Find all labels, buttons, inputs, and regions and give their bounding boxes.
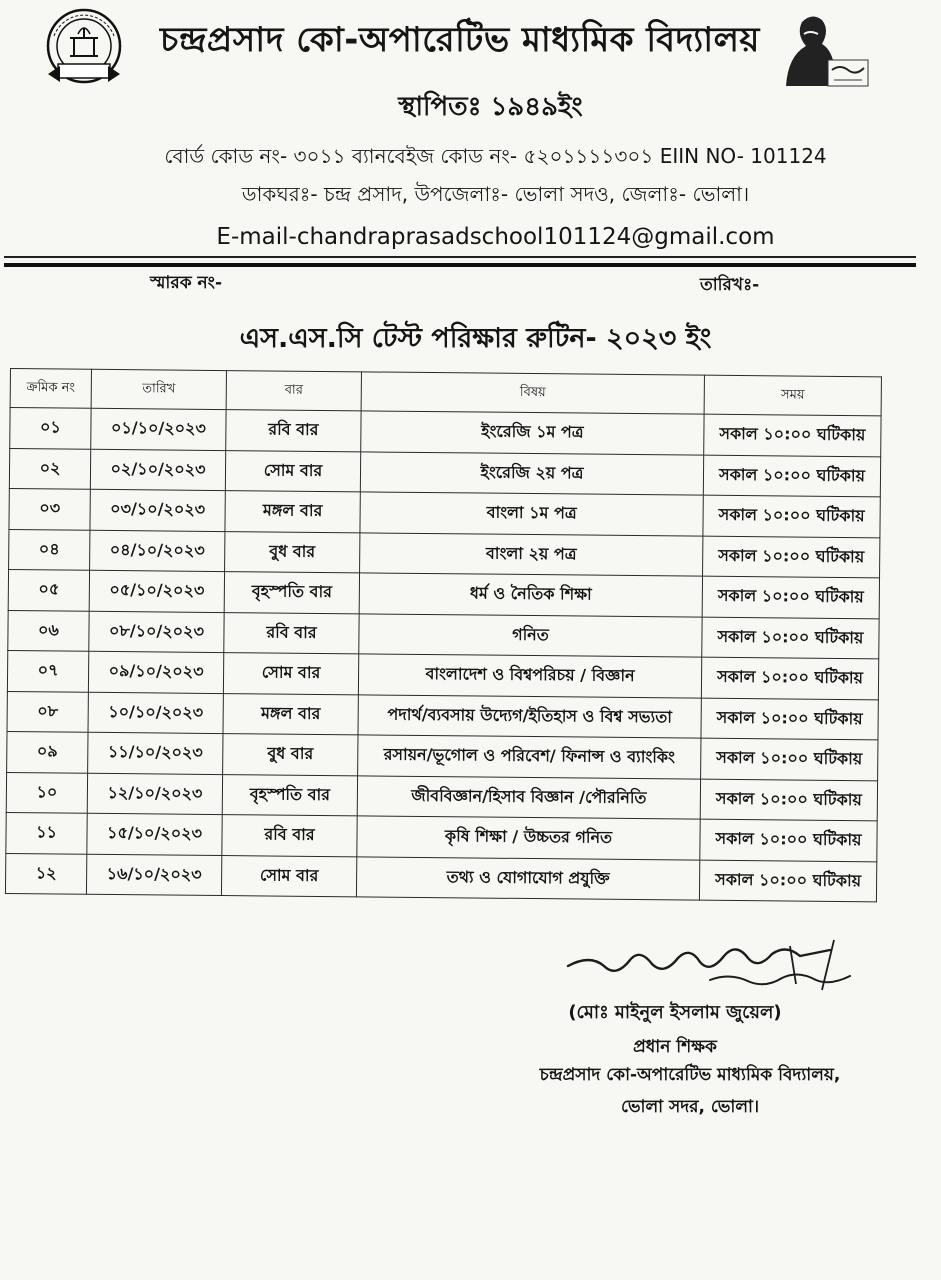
cell-serial: ০৯ — [7, 731, 88, 772]
cell-serial: ১১ — [6, 812, 87, 853]
cell-subject: গনিত — [359, 613, 702, 657]
cell-serial: ০৭ — [7, 650, 88, 691]
cell-date: ১২/১০/২০২৩ — [87, 773, 222, 815]
cell-subject: বাংলা ২য় পত্র — [360, 532, 703, 576]
routine-title: এস.এস.সি টেস্ট পরিক্ষার রুটিন- ২০২৩ ইং — [239, 323, 712, 354]
signatory-name: (মোঃ মাইনুল ইসলাম জুয়েল) — [568, 1002, 782, 1023]
cell-day: মঙ্গল বার — [225, 491, 360, 533]
column-header-date: তারিখ — [91, 369, 226, 409]
cell-subject: বাংলা ১ম পত্র — [360, 492, 703, 536]
cell-time: সকাল ১০:০০ ঘটিকায় — [701, 738, 878, 780]
address-line: ডাকঘরঃ- চন্দ্র প্রসাদ, উপজেলাঃ- ভোলা সদও, জেলাঃ- ভোলা। — [241, 182, 750, 206]
portrait-icon — [778, 12, 878, 92]
cell-subject: তথ্য ও যোগাযোগ প্রযুক্তি — [356, 856, 699, 900]
cell-day: সোম বার — [223, 653, 358, 695]
table-row — [5, 853, 876, 902]
memo-label: স্মারক নং- — [150, 273, 223, 293]
cell-subject: ইংরেজি ২য় পত্র — [360, 451, 703, 495]
cell-day: বুধ বার — [223, 734, 358, 776]
cell-time: সকাল ১০:০০ ঘটিকায় — [699, 860, 876, 902]
column-header-subject: বিষয় — [361, 372, 704, 414]
established-year: স্থাপিতঃ ১৯৪৯ইং — [398, 92, 583, 122]
cell-serial: ০৪ — [9, 529, 90, 570]
cell-serial: ০৬ — [8, 610, 89, 651]
cell-day: মঙ্গল বার — [223, 693, 358, 735]
routine-table — [5, 368, 882, 902]
column-header-day: বার — [226, 371, 361, 411]
cell-time: সকাল ১০:০০ ঘটিকায় — [700, 779, 877, 821]
date-label: তারিখঃ- — [700, 275, 760, 295]
cell-time: সকাল ১০:০০ ঘটিকায় — [703, 495, 880, 537]
cell-date: ০৯/১০/২০২৩ — [88, 651, 223, 693]
cell-date: ১০/১০/২০২৩ — [88, 692, 223, 734]
handwritten-signature — [560, 936, 890, 996]
cell-date: ০৪/১০/২০২৩ — [90, 530, 225, 572]
signatory-role: প্রধান শিক্ষক — [633, 1037, 717, 1057]
email-line: E-mail-chandraprasadschool101124@gmail.com — [216, 224, 775, 250]
cell-day: সোম বার — [221, 855, 356, 897]
cell-subject: কৃষি শিক্ষা / উচ্চতর গনিত — [357, 816, 700, 860]
header-divider-thick — [4, 263, 916, 267]
cell-day: বৃহস্পতি বার — [224, 572, 359, 614]
cell-serial: ০৩ — [9, 488, 90, 529]
cell-subject: বাংলাদেশ ও বিশ্বপরিচয় / বিজ্ঞান — [358, 654, 701, 698]
cell-subject: জীববিজ্ঞান/হিসাব বিজ্ঞান /পৌরনিতি — [357, 775, 700, 819]
cell-time: সকাল ১০:০০ ঘটিকায় — [703, 455, 880, 497]
cell-subject: পদার্থ/ব্যবসায় উদ্যেগ/ইতিহাস ও বিশ্ব সভ্যতা — [358, 694, 701, 738]
cell-serial: ০৫ — [8, 569, 89, 610]
signatory-location: ভোলা সদর, ভোলা। — [620, 1097, 760, 1117]
cell-day: রবি বার — [222, 815, 357, 857]
cell-date: ১৬/১০/২০২৩ — [86, 854, 221, 896]
cell-day: বৃহস্পতি বার — [222, 774, 357, 816]
cell-serial: ০১ — [10, 408, 91, 449]
cell-serial: ০২ — [9, 448, 90, 489]
cell-date: ০২/১০/২০২৩ — [90, 449, 225, 491]
cell-time: সকাল ১০:০০ ঘটিকায় — [700, 819, 877, 861]
codes-line: বোর্ড কোড নং- ৩০১১ ব্যানবেইজ কোড নং- ৫২০১১১১৩০১ EIIN NO- 101124 — [164, 144, 827, 168]
cell-date: ০৮/১০/২০২৩ — [89, 611, 224, 653]
cell-subject: ধর্ম ও নৈতিক শিক্ষা — [359, 573, 702, 617]
cell-time: সকাল ১০:০০ ঘটিকায় — [702, 617, 879, 659]
cell-serial: ১২ — [5, 853, 86, 894]
cell-day: বুধ বার — [225, 531, 360, 573]
cell-time: সকাল ১০:০০ ঘটিকায় — [704, 414, 881, 456]
cell-subject: রসায়ন/ভূগোল ও পরিবেশ/ ফিনান্স ও ব্যাংকিং — [358, 735, 701, 779]
column-header-serial: ক্রমিক নং — [10, 369, 91, 409]
cell-time: সকাল ১০:০০ ঘটিকায় — [702, 576, 879, 618]
cell-date: ১৫/১০/২০২৩ — [87, 813, 222, 855]
cell-date: ০৩/১০/২০২৩ — [90, 489, 225, 531]
cell-subject: ইংরেজি ১ম পত্র — [361, 411, 704, 455]
cell-date: ০৫/১০/২০২৩ — [89, 570, 224, 612]
school-emblem-icon — [40, 6, 132, 92]
cell-day: রবি বার — [226, 410, 361, 452]
cell-serial: ১০ — [6, 772, 87, 813]
cell-serial: ০৮ — [7, 691, 88, 732]
header-divider — [4, 256, 916, 258]
school-name: চন্দ্রপ্রসাদ কো-অপারেটিভ মাধ্যমিক বিদ্যালয় — [160, 20, 760, 60]
cell-time: সকাল ১০:০০ ঘটিকায় — [703, 536, 880, 578]
cell-day: রবি বার — [224, 612, 359, 654]
cell-time: সকাল ১০:০০ ঘটিকায় — [701, 657, 878, 699]
cell-date: ১১/১০/২০২৩ — [88, 732, 223, 774]
cell-date: ০১/১০/২০২৩ — [91, 408, 226, 450]
column-header-time: সময় — [704, 375, 881, 416]
signatory-organization: চন্দ্রপ্রসাদ কো-অপারেটিভ মাধ্যমিক বিদ্যালয়, — [539, 1065, 841, 1085]
cell-time: সকাল ১০:০০ ঘটিকায় — [701, 698, 878, 740]
cell-day: সোম বার — [225, 450, 360, 492]
